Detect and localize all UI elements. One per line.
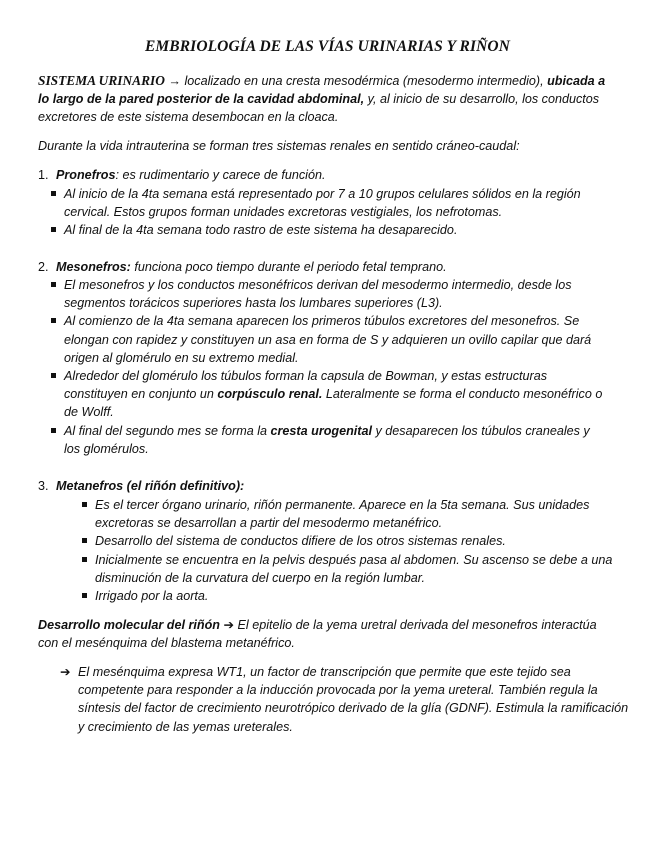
molecular-point-text: El mesénquima expresa WT1, un factor de transcripción que permite que este tejido sea competente para responder a la inducción provocada por la yema ureteral. También regula la síntesis del factor de crecimiento neurotrópico derivado de la glía (GDNF). Estimula la ramificación y crecimiento de las yemas ureterales. (78, 665, 629, 734)
arrow-right-icon: ➔ (60, 665, 71, 679)
molecular-label: Desarrollo molecular del riñón (38, 618, 220, 632)
list-item (75, 532, 615, 550)
list-item-text: El mesonefros y los conductos mesonéfricos derivan del mesodermo intermedio, desde los segmentos torácicos superiores hasta los lumbares superiores (L3). (64, 278, 572, 311)
list-item (75, 496, 615, 532)
list-item (44, 221, 608, 239)
bullet-icon (82, 538, 87, 543)
list-item (44, 367, 608, 422)
list-item-text: y desaparecen los túbulos craneales y los glomérulos. (64, 423, 590, 456)
list-item-bold: corpúsculo renal. (217, 387, 323, 402)
pronefros-list (44, 185, 608, 240)
lead-paragraph: Durante la vida intrauterina se forman tres sistemas renales en sentido cráneo-caudal: (38, 139, 520, 153)
mesonefros-heading (38, 258, 447, 276)
bullet-icon (82, 593, 87, 598)
mesonefros-number: 2. (38, 260, 49, 274)
list-item (75, 551, 615, 587)
intro-arrow: → (168, 74, 181, 88)
intro-text-2: y, al inicio de su desarrollo, los conductos excretores de este sistema desembocan en la cloaca. (38, 92, 600, 125)
intro-text-1: localizado en una cresta mesodérmica (mesodermo intermedio), (180, 74, 548, 88)
arrow-right-icon: ➔ (223, 618, 235, 632)
list-item-text: Al final del segundo mes se forma la (64, 423, 271, 438)
molecular-paragraph (38, 616, 618, 652)
bullet-icon (82, 502, 87, 507)
intro-paragraph (38, 72, 618, 127)
metanefros-name: Metanefros (el riñón definitivo): (56, 479, 245, 493)
metanefros-heading (38, 477, 244, 495)
bullet-icon (51, 282, 56, 287)
pronefros-name: Pronefros (56, 168, 116, 182)
list-item (44, 276, 608, 312)
bullet-icon (51, 191, 56, 196)
mesonefros-desc: funciona poco tiempo durante el periodo fetal temprano. (130, 260, 447, 274)
list-item-text: Desarrollo del sistema de conductos difiere de los otros sistemas renales. (95, 534, 506, 549)
mesonefros-list (44, 276, 608, 458)
list-item-text: Alrededor del glomérulo los túbulos forman la capsula de Bowman, y estas estructuras constituyen en conjunto un (64, 369, 548, 402)
bullet-icon (51, 428, 56, 433)
list-item-text: Es el tercer órgano urinario, riñón permanente. Aparece en la 5ta semana. Sus unidades excretoras se desarrollan a partir del mesodermo metanéfrico. (95, 498, 590, 531)
document-title: EMBRIOLOGÍA DE LAS VÍAS URINARIAS Y RIÑON (144, 38, 511, 55)
pronefros-heading (38, 166, 326, 184)
intro-label: SISTEMA URINARIO (38, 73, 165, 88)
list-item-text: Al final de la 4ta semana todo rastro de este sistema ha desaparecido. (64, 223, 458, 238)
list-item-text: Al comienzo de la 4ta semana aparecen los primeros túbulos excretores del mesonefros. Se elongan con rapidez y constituyen un asa en forma de S y adquieren un ovillo capilar que dará origen al glomérulo en su extremo medial. (64, 314, 592, 365)
list-item (75, 587, 615, 605)
pronefros-number: 1. (38, 168, 49, 182)
list-item (44, 422, 608, 458)
list-item (44, 185, 608, 221)
bullet-icon (51, 373, 56, 378)
pronefros-desc: : es rudimentario y carece de función. (115, 168, 326, 182)
bullet-icon (82, 557, 87, 562)
molecular-text: El epitelio de la yema uretral derivada del mesonefros interactúa con el mesénquima del blastema metanéfrico. (38, 618, 597, 651)
bullet-icon (51, 227, 56, 232)
list-item-text: Inicialmente se encuentra en la pelvis después pasa al abdomen. Su ascenso se debe a una disminución de la curvatura del cuerpo en la región lumbar. (95, 552, 613, 585)
list-item-text: Al inicio de la 4ta semana está representado por 7 a 10 grupos celulares sólidos en la región cervical. Estos grupos forman unidades excretoras vestigiales, los nefrotomas. (64, 187, 581, 220)
metanefros-list (75, 496, 615, 605)
mesonefros-name: Mesonefros: (56, 260, 131, 274)
list-item-bold: cresta urogenital (270, 423, 372, 438)
list-item-text: Irrigado por la aorta. (95, 589, 209, 604)
intro-bold-text: ubicada a lo largo de la pared posterior de la cavidad abdominal, (38, 74, 606, 107)
molecular-point (60, 663, 630, 736)
list-item (44, 312, 608, 367)
metanefros-number: 3. (38, 479, 49, 493)
list-item-text: Lateralmente se forma el conducto mesonéfrico o de Wolff. (64, 387, 603, 420)
bullet-icon (51, 318, 56, 323)
